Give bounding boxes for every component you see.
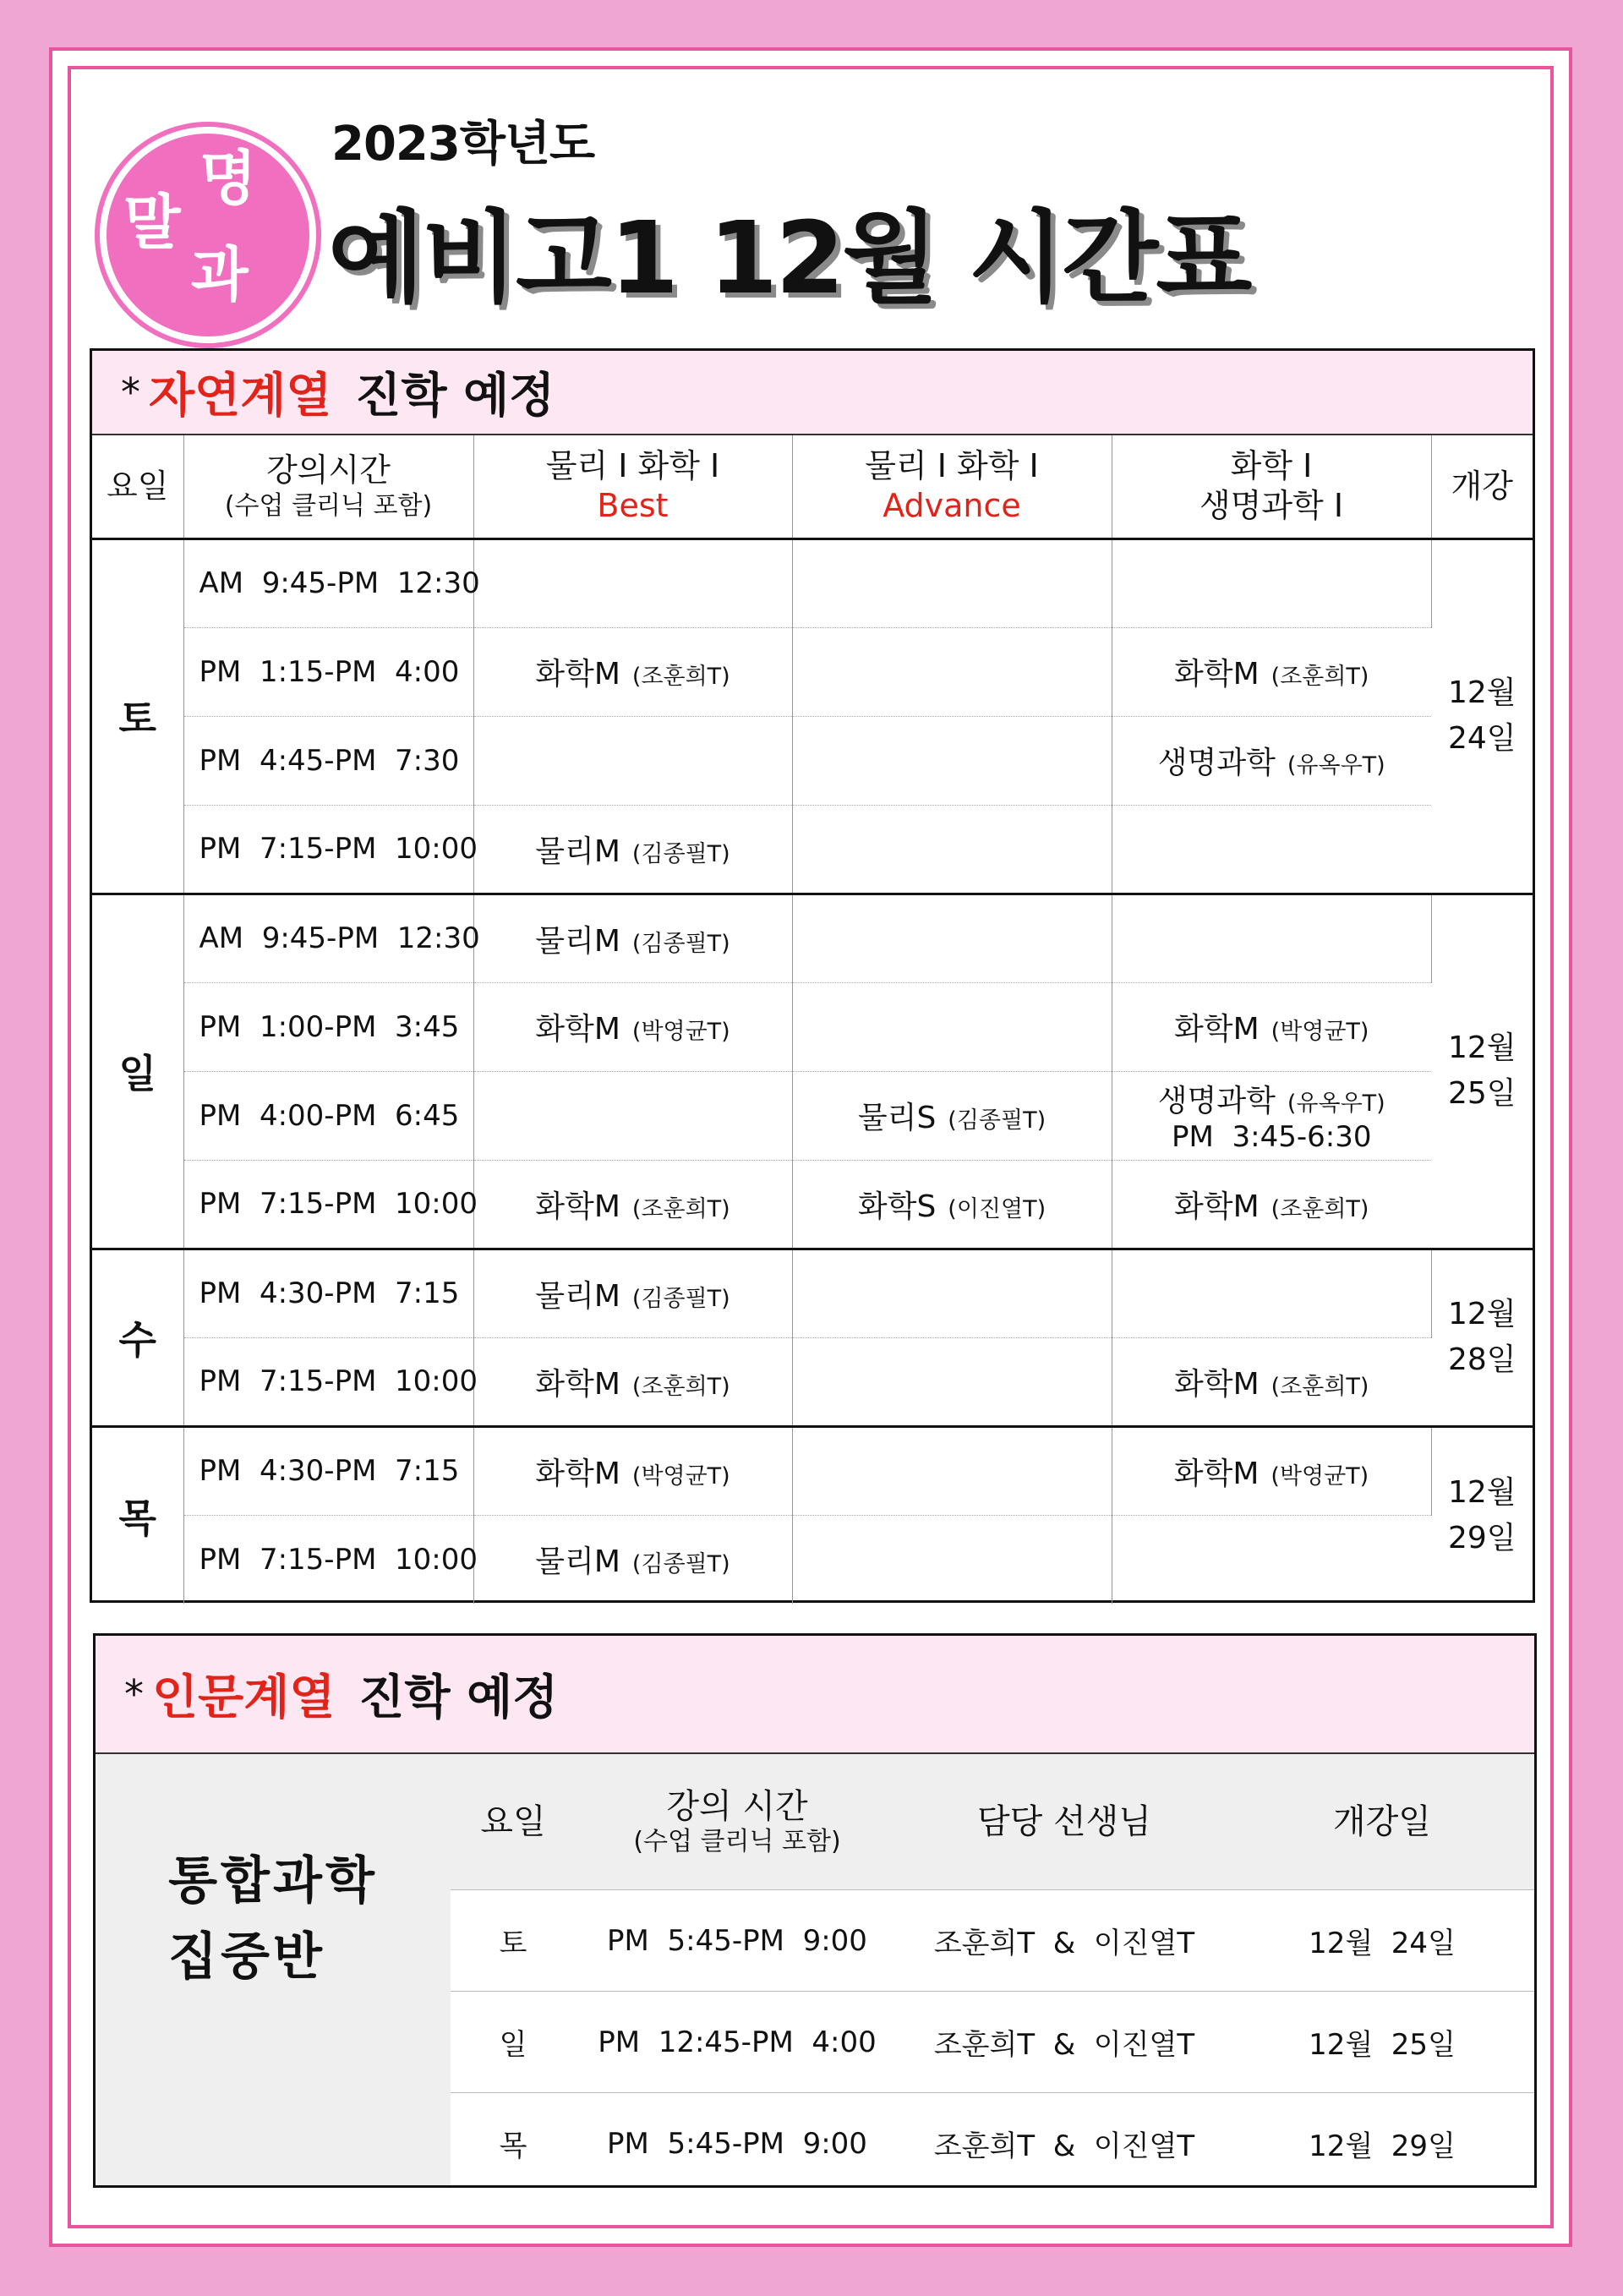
logo-char: 과 (191, 240, 249, 309)
class-cell (792, 805, 1112, 894)
teacher-name: (유옥우T) (1287, 752, 1385, 779)
schedule-time-cell: PM 5:45-PM 9:00 (576, 2093, 899, 2195)
class-cell (792, 627, 1112, 716)
teacher-name: (김종필T) (631, 930, 730, 957)
science-timetable (92, 435, 1533, 1604)
science-track-label: 진학 예정 (355, 369, 555, 424)
schedule-time-cell: PM 5:45-PM 9:00 (576, 1890, 899, 1992)
table-row (92, 982, 1533, 1071)
class-cell (473, 1337, 792, 1426)
class-cell (473, 894, 792, 982)
teacher-name: (김종필T) (631, 1285, 730, 1312)
time-cell: PM 4:45-PM 7:30 (183, 716, 473, 805)
class-name: 물리M (535, 1278, 620, 1314)
class-name: 화학M (1174, 1012, 1260, 1047)
table-header-row (92, 435, 1533, 538)
humanities-track-label: 진학 예정 (358, 1670, 559, 1725)
class-name: 화학M (1174, 657, 1260, 692)
teacher-name: (박영균T) (1271, 1019, 1369, 1045)
teacher-name: (박영균T) (631, 1019, 730, 1045)
schedule-teacher-cell: 조훈희T & 이진열T (899, 1890, 1230, 1992)
schedule-teacher-cell: 조훈희T & 이진열T (899, 1992, 1230, 2093)
day-cell: 일 (92, 894, 183, 1249)
class-cell (1112, 982, 1431, 1071)
class-name: 생명과학 (1157, 1084, 1276, 1118)
time-cell: PM 1:15-PM 4:00 (183, 627, 473, 716)
asterisk-marker: * (121, 369, 140, 415)
class-name: 생명과학 (1157, 746, 1276, 780)
time-cell: PM 7:15-PM 10:00 (183, 1337, 473, 1426)
table-row (92, 1337, 1533, 1426)
open-date-cell: 12월 29일 (1447, 1474, 1516, 1555)
schedule-time-cell: PM 12:45-PM 4:00 (576, 1992, 899, 2093)
class-cell (1112, 627, 1431, 716)
class-cell (792, 1071, 1112, 1160)
table-row (92, 1160, 1533, 1249)
page-subtitle: 2023학년도 (331, 117, 595, 172)
table-row (92, 805, 1533, 894)
day-cell: 목 (92, 1426, 183, 1604)
schedule-day-cell: 목 (451, 2093, 576, 2195)
humanities-schedule (451, 1754, 1534, 2194)
class-name: 화학S (857, 1189, 937, 1224)
table-row (92, 538, 1533, 627)
class-cell (1112, 538, 1431, 627)
schedule-teacher-cell: 조훈희T & 이진열T (899, 2093, 1230, 2195)
class-cell (1112, 805, 1431, 894)
asterisk-marker: * (124, 1671, 144, 1717)
class-cell (792, 716, 1112, 805)
open-date-cell: 12월 24일 (1431, 538, 1533, 894)
class-cell (792, 894, 1112, 982)
table-row (451, 2093, 1534, 2195)
day-cell: 토 (92, 538, 183, 894)
class-cell (1112, 716, 1431, 805)
class-cell (473, 1160, 792, 1249)
teacher-name: (김종필T) (631, 1551, 730, 1578)
sched-col-time (576, 1754, 899, 1890)
sched-col-time-label: 강의 시간 (666, 1787, 808, 1826)
schedule-day-cell: 일 (451, 1992, 576, 2093)
table-row (92, 716, 1533, 805)
teacher-name: (조훈희T) (631, 1195, 730, 1222)
teacher-name: (유옥우T) (1287, 1091, 1385, 1117)
table-row (451, 1890, 1534, 1992)
time-cell: PM 7:15-PM 10:00 (183, 1160, 473, 1249)
class-cell (473, 1426, 792, 1515)
class-cell (1112, 1071, 1431, 1160)
col-header-best-level: Best (597, 487, 669, 525)
class-cell (473, 805, 792, 894)
teacher-name: (조훈희T) (1271, 1373, 1369, 1400)
table-row (92, 894, 1533, 982)
col-header-best (473, 435, 792, 538)
course-name-line2: 집중반 (168, 1927, 325, 1987)
col-header-open: 개강 (1431, 435, 1533, 538)
open-date-cell: 12월 25일 (1431, 894, 1533, 1249)
course-name-cell (96, 1754, 451, 2185)
class-cell (792, 538, 1112, 627)
class-name: 물리M (535, 834, 620, 869)
teacher-name: (김종필T) (631, 840, 730, 867)
table-row (92, 1515, 1533, 1604)
humanities-track-section (93, 1633, 1537, 2188)
time-cell: AM 9:45-PM 12:30 (183, 894, 473, 982)
time-cell: PM 1:00-PM 3:45 (183, 982, 473, 1071)
class-name: 화학M (535, 1189, 620, 1224)
col-header-advance (792, 435, 1112, 538)
class-cell (473, 1249, 792, 1337)
teacher-name: (조훈희T) (631, 664, 730, 690)
time-cell: AM 9:45-PM 12:30 (183, 538, 473, 627)
time-cell: PM 4:30-PM 7:15 (183, 1426, 473, 1515)
col-header-time-label: 강의시간 (266, 451, 391, 489)
class-name: 물리M (535, 923, 620, 959)
col-header-chem: 화학 I (1230, 446, 1313, 484)
time-cell: PM 7:15-PM 10:00 (183, 1515, 473, 1604)
science-track-name: 자연계열 (149, 369, 332, 424)
class-cell (1112, 1160, 1431, 1249)
science-section-header (92, 351, 1533, 435)
page-title: 예비고1 12월 시간표 (328, 200, 1250, 316)
teacher-name: (조훈희T) (631, 1373, 730, 1400)
time-cell: PM 4:00-PM 6:45 (183, 1071, 473, 1160)
academy-logo (100, 127, 316, 343)
sched-col-teacher: 담당 선생님 (899, 1754, 1230, 1890)
class-cell (792, 1337, 1112, 1426)
table-row (451, 1992, 1534, 2093)
class-name: 물리S (857, 1101, 937, 1135)
teacher-name: (조훈희T) (1271, 1195, 1369, 1222)
time-cell: PM 4:30-PM 7:15 (183, 1249, 473, 1337)
col-header-time-note: (수업 클리닉 포함) (224, 491, 433, 522)
time-note: PM 3:45-6:30 (1172, 1120, 1372, 1154)
class-cell (1112, 1337, 1431, 1426)
class-name: 화학M (535, 1456, 620, 1491)
teacher-name: (박영균T) (1271, 1462, 1369, 1490)
humanities-section-header (96, 1636, 1534, 1754)
sched-col-open: 개강일 (1230, 1754, 1534, 1890)
class-cell (473, 1071, 792, 1160)
teacher-name: (조훈희T) (1271, 664, 1369, 690)
class-name: 화학M (1173, 1456, 1260, 1491)
class-name: 화학M (535, 1366, 620, 1402)
class-cell (792, 1515, 1112, 1604)
table-row (92, 1249, 1533, 1337)
schedule-open-cell: 12월 25일 (1230, 1992, 1534, 2093)
class-name: 화학M (535, 657, 620, 692)
col-header-bio: 생명과학 I (1199, 487, 1344, 525)
sched-col-day: 요일 (451, 1754, 576, 1890)
table-row (92, 1426, 1533, 1515)
class-cell (1112, 894, 1431, 982)
teacher-name: (이진열T) (948, 1195, 1046, 1222)
class-cell (473, 538, 792, 627)
col-header-time (183, 435, 473, 538)
schedule-open-cell: 12월 24일 (1230, 1890, 1534, 1992)
schedule-header-row (451, 1754, 1534, 1890)
col-header-advance-level: Advance (883, 487, 1021, 525)
table-row (92, 1071, 1533, 1160)
teacher-name: (박영균T) (631, 1462, 730, 1490)
science-track-section (90, 348, 1535, 1603)
class-cell (1112, 1515, 1431, 1604)
logo-char: 말 (123, 188, 181, 257)
day-cell: 수 (92, 1249, 183, 1426)
class-cell (1112, 1426, 1431, 1515)
col-header-chem-bio (1112, 435, 1431, 538)
class-cell (792, 982, 1112, 1071)
teacher-name: (김종필T) (948, 1107, 1046, 1134)
logo-char: 명 (199, 144, 257, 213)
col-header-day: 요일 (92, 435, 183, 538)
class-cell (792, 1426, 1112, 1515)
schedule-day-cell: 토 (451, 1890, 576, 1992)
table-row (92, 627, 1533, 716)
col-header-best-subjects: 물리 I 화학 I (545, 446, 720, 484)
class-cell (473, 982, 792, 1071)
class-cell (473, 627, 792, 716)
col-header-advance-subjects: 물리 I 화학 I (865, 446, 1039, 484)
course-name-line1: 통합과학 (168, 1851, 378, 1911)
class-cell (473, 716, 792, 805)
sched-col-time-note: (수업 클리닉 포함) (633, 1827, 841, 1856)
class-cell (473, 1515, 792, 1604)
class-cell (1112, 1249, 1431, 1337)
humanities-body (96, 1754, 1534, 2185)
class-name: 화학M (1174, 1366, 1260, 1402)
schedule-open-cell: 12월 29일 (1230, 2093, 1534, 2195)
class-cell (792, 1160, 1112, 1249)
time-cell: PM 7:15-PM 10:00 (183, 805, 473, 894)
class-name: 화학M (1174, 1189, 1260, 1224)
class-name: 화학M (535, 1012, 620, 1047)
class-cell (792, 1249, 1112, 1337)
humanities-track-name: 인문계열 (152, 1670, 336, 1725)
open-date-cell: 12월 28일 (1431, 1249, 1533, 1426)
class-name: 물리M (535, 1544, 620, 1580)
